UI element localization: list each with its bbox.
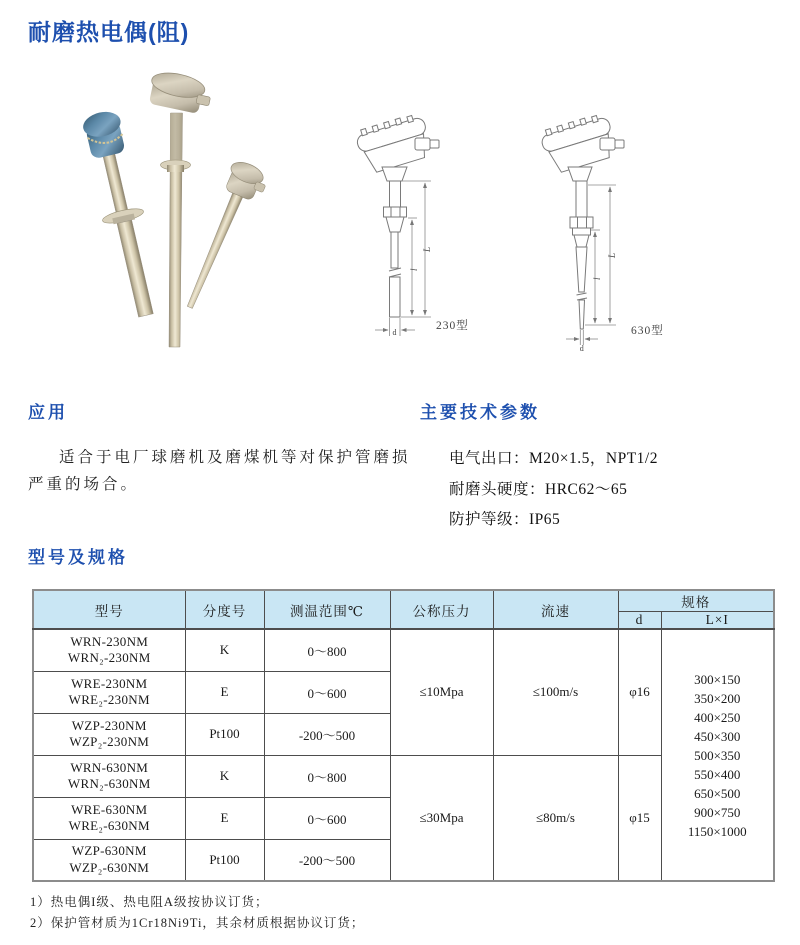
break-lines	[577, 293, 588, 300]
col-header-spec: 规格	[618, 590, 774, 612]
range-cell: 0～800	[264, 629, 390, 671]
dim-label-L: L	[607, 252, 617, 258]
footnote: 1）热电偶I级、热电阻A级按协议订货；	[30, 895, 269, 909]
table-row	[33, 629, 774, 671]
tech-params-heading: 主要技术参数	[420, 403, 540, 422]
probe-left	[79, 108, 167, 320]
dimension-lines	[566, 185, 616, 345]
thin-tube	[391, 232, 398, 268]
velocity-cell: ≤80m/s	[493, 755, 618, 881]
graduation-cell: Pt100	[185, 839, 264, 881]
model-line: WZP-230NM	[71, 717, 147, 733]
pressure-cell: ≤10Mpa	[390, 629, 493, 755]
head-neck	[382, 167, 407, 181]
upper-tube	[576, 181, 587, 217]
size-item: 350×200	[694, 690, 741, 706]
model-line: WRE-230NM	[71, 675, 148, 691]
model-cell	[33, 839, 185, 881]
sizes-cell	[661, 629, 774, 881]
pressure-cell: ≤30Mpa	[390, 755, 493, 881]
page-title: 耐磨热电偶(阻)	[28, 19, 190, 45]
tech-param-line: 耐磨头硬度：HRC62～65	[449, 480, 628, 498]
col-header-graduation: 分度号	[185, 590, 264, 629]
upper-tube	[390, 181, 401, 207]
step-fitting	[574, 235, 589, 247]
footnotes	[30, 892, 364, 933]
application-heading: 应用	[28, 403, 68, 422]
dim-label-d: d	[579, 344, 584, 353]
tech-param-line: 防护等级：IP65	[449, 511, 561, 528]
graduation-cell: E	[185, 671, 264, 713]
size-item: 650×500	[694, 785, 741, 801]
dimension-lines	[375, 181, 431, 336]
model-cell	[33, 755, 185, 797]
tech-param-line: 电气出口：M20×1.5，NPT1/2	[449, 450, 658, 467]
dim-label-L: L	[422, 246, 432, 252]
model-cell	[33, 671, 185, 713]
col-header-range: 测温范围℃	[264, 590, 390, 629]
thread-fitting	[386, 217, 404, 232]
col-header-d: d	[618, 612, 661, 630]
model-line: WZP-630NM	[71, 843, 147, 859]
cable-gland	[415, 138, 439, 150]
range-cell: 0～600	[264, 797, 390, 839]
application-text: 适合于电厂球磨机及磨煤机等对保护管磨损严重的场合。	[28, 449, 411, 493]
hex-nut	[384, 207, 407, 217]
graduation-cell: K	[185, 755, 264, 797]
footnote: 2）保护管材质为1Cr18Ni9Ti，其余材质根据协议订货；	[30, 915, 365, 930]
model-line: WZP₂-230NM	[69, 734, 150, 749]
head-neck	[568, 167, 592, 181]
size-item: 300×150	[694, 671, 741, 687]
size-item: 900×750	[694, 804, 741, 820]
size-item: 1150×1000	[687, 823, 747, 839]
range-cell: -200～500	[264, 713, 390, 755]
size-item: 550×400	[694, 766, 741, 782]
tech-params-list	[449, 444, 658, 536]
range-cell: 0～600	[264, 671, 390, 713]
size-item: 450×300	[694, 728, 741, 744]
diagram-230	[338, 108, 488, 350]
range-cell: -200～500	[264, 839, 390, 881]
taper-tip	[579, 300, 585, 329]
break-lines	[389, 268, 401, 277]
col-header-model: 型号	[33, 590, 185, 629]
lower-tube	[390, 277, 401, 317]
collar	[573, 228, 591, 235]
diagram-caption: 230型	[436, 320, 469, 332]
models-heading: 型号及规格	[28, 548, 128, 567]
cable-gland	[600, 138, 624, 150]
model-line: WRE-630NM	[71, 801, 148, 817]
size-item: 400×250	[694, 709, 741, 725]
d-cell: φ16	[618, 629, 661, 755]
probe-middle	[147, 69, 214, 347]
model-cell	[33, 797, 185, 839]
dim-label-l: l	[409, 268, 419, 271]
probe-right	[174, 158, 270, 316]
model-line: WRN-230NM	[70, 633, 149, 649]
graduation-cell: E	[185, 797, 264, 839]
hex-nut	[570, 217, 593, 228]
range-cell: 0～800	[264, 755, 390, 797]
spec-table	[32, 589, 775, 882]
graduation-cell: Pt100	[185, 713, 264, 755]
col-header-lxl: L×I	[661, 612, 774, 630]
model-line: WRE₂-630NM	[68, 818, 150, 833]
model-line: WRE₂-230NM	[68, 692, 150, 707]
model-line: WRN₂-630NM	[67, 776, 151, 791]
d-cell: φ15	[618, 755, 661, 881]
graduation-cell: K	[185, 629, 264, 671]
model-line: WZP₂-630NM	[69, 859, 150, 875]
col-header-pressure: 公称压力	[390, 590, 493, 629]
dim-label-d: d	[392, 328, 397, 337]
size-item: 500×350	[694, 747, 741, 763]
model-cell	[33, 713, 185, 755]
model-line: WRN₂-230NM	[67, 650, 151, 666]
col-header-velocity: 流速	[493, 590, 618, 629]
taper-cone	[576, 247, 587, 292]
velocity-cell: ≤100m/s	[493, 629, 618, 755]
model-line: WRN-630NM	[70, 759, 149, 775]
dim-label-l: l	[592, 277, 602, 280]
model-cell	[33, 629, 185, 671]
diagram-630	[528, 108, 683, 354]
product-photo	[36, 68, 328, 368]
diagram-caption: 630型	[631, 325, 664, 337]
